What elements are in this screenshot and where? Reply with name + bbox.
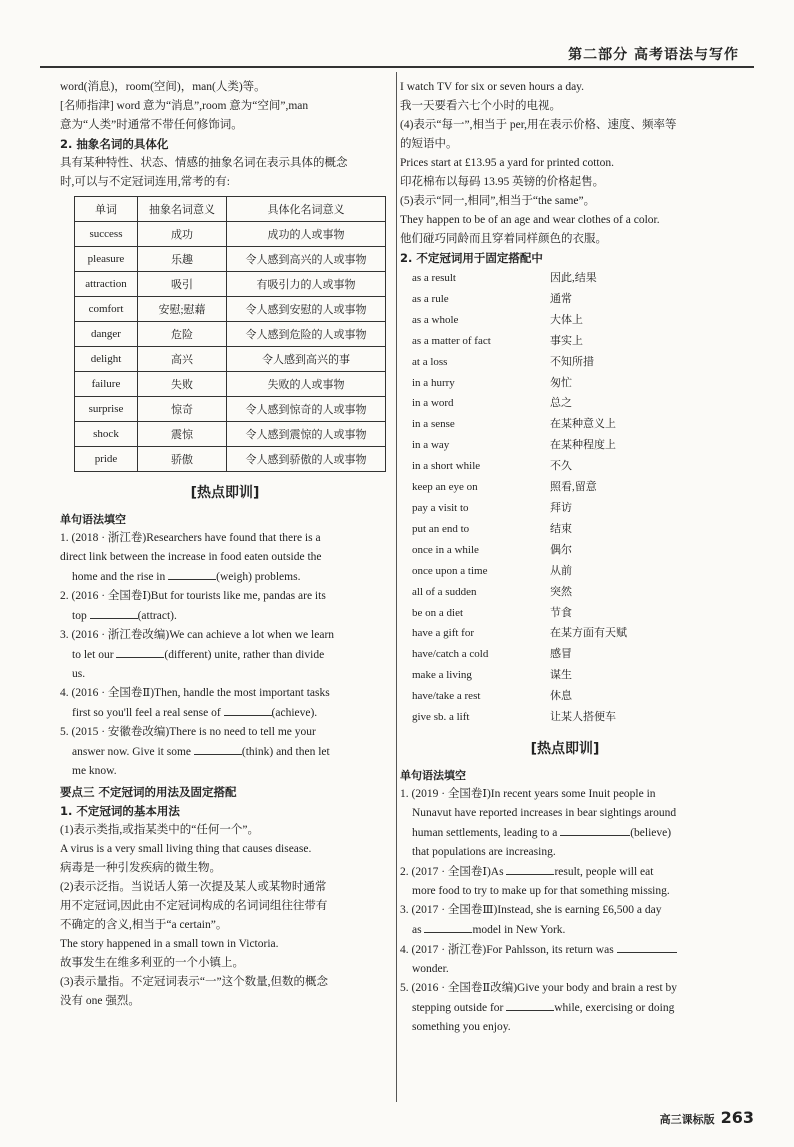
phrase-item [400,310,730,331]
subsection-title: 1. 不定冠词的基本用法 [60,804,180,818]
table-cell: danger [75,322,138,347]
hot-practice-heading: [热点即训] [190,485,260,501]
exercise-line: (achieve). [271,707,318,719]
phrase-item [400,352,730,373]
paragraph-line: 没有 one 强烈。 [60,995,140,1007]
table-cell: 成功 [138,222,227,247]
answer-blank[interactable] [90,606,138,619]
answer-blank[interactable] [424,920,472,933]
table-row [75,297,386,322]
table-cell: 吸引 [138,272,227,297]
exercise-line: (different) unite, rather than divide [164,649,325,661]
phrase-item [400,519,730,540]
subsection-title: 2. 不定冠词用于固定搭配中 [400,251,543,265]
phrase-item [400,268,730,289]
intro-line: word(消息)，room(空间)，man(人类)等。 [60,81,266,93]
table-cell: delight [75,347,138,372]
answer-blank[interactable] [168,567,216,580]
phrase-cn: 在某方面有天赋 [550,627,627,640]
phrase-cn: 照看,留意 [550,481,597,494]
phrase-en: as a matter of fact [412,334,491,347]
example-cn: 印花棉布以每码 13.95 英镑的价格起售。 [400,176,605,188]
exercise-line: model in New York. [472,923,566,936]
answer-blank[interactable] [560,823,630,836]
exercise-line: home and the rise in [72,571,169,583]
exercise-title: 单句语法填空 [400,768,466,782]
exercise-line: 4. (2016 · 全国卷Ⅱ)Then, handle the most important tasks [60,687,330,699]
phrase-cn: 谋生 [550,669,572,682]
vocab-table [74,196,386,472]
header-rule [40,66,754,68]
table-cell: 令人感到高兴的人或事物 [227,247,386,272]
phrase-en: put an end to [412,522,470,535]
phrase-en: in a sense [412,418,455,431]
example-en: They happen to be of an age and wear clothes of a color. [400,214,660,226]
phrase-item [400,582,730,603]
table-cell: 令人感到惊奇的人或事物 [227,397,386,422]
example-cn: 我一天要看六七个小时的电视。 [400,100,561,112]
answer-blank[interactable] [194,742,242,755]
paragraph-line: 不确定的含义,相当于“a certain”。 [60,919,228,931]
exercise-line: more food to try to make up for that something missing. [412,884,670,897]
phrase-cn: 因此,结果 [550,272,597,284]
exercise-item [400,940,730,979]
phrase-en: as a whole [412,313,459,326]
table-header-cell: 单词 [75,197,138,222]
exercise-line: (weigh) problems. [216,571,301,583]
page-header [0,0,794,70]
phrase-item [400,665,730,686]
phrase-item [400,498,730,519]
answer-blank[interactable] [506,998,554,1011]
phrase-item [400,373,730,394]
phrase-en: make a living [412,669,472,682]
table-cell: 骄傲 [138,447,227,472]
key-point-title: 要点三 不定冠词的用法及固定搭配 [60,785,237,799]
phrase-en: as a result [412,272,456,284]
table-row [75,272,386,297]
phrase-item [400,435,730,456]
phrase-item [400,477,730,498]
table-row [75,347,386,372]
tip-line: 意为“人类”时通常不带任何修饰词。 [60,119,243,131]
phrase-item [400,707,730,728]
phrase-item [400,644,730,665]
table-cell: shock [75,422,138,447]
phrase-en: have/catch a cold [412,648,489,661]
exercise-line: me know. [72,765,117,777]
table-cell: 令人感到震惊的人或事物 [227,422,386,447]
exercise-item [400,862,730,901]
phrase-item [400,686,730,707]
table-cell: 震惊 [138,422,227,447]
section-title: 第二部分 高考语法与写作 [568,47,739,63]
exercise-item [400,785,730,862]
phrase-item [400,456,730,477]
phrase-en: keep an eye on [412,481,478,494]
exercise-line: (attract). [137,610,177,622]
table-cell: pleasure [75,247,138,272]
phrase-cn: 总之 [550,397,572,410]
phrase-en: as a rule [412,292,449,305]
exercise-item [60,626,390,684]
right-column [400,78,730,1037]
exercise-line: (believe) [630,826,672,839]
phrase-en: all of a sudden [412,585,477,598]
table-header-cell: 具体化名词意义 [227,197,386,222]
answer-blank[interactable] [506,862,554,875]
exercise-line: 1. (2019 · 全国卷Ⅰ)In recent years some Inuit people in [400,787,656,800]
exercise-line: 5. (2016 · 全国卷Ⅱ改编)Give your body and brain a rest by [400,981,678,994]
phrase-cn: 不知所措 [550,355,594,368]
column-divider [396,72,397,1102]
table-row [75,247,386,272]
exercise-item [60,587,390,626]
phrase-cn: 突然 [550,585,572,598]
example-en: The story happened in a small town in Victoria. [60,938,279,950]
phrase-cn: 在某种意义上 [550,418,616,431]
exercise-line: first so you'll feel a real sense of [72,707,224,719]
table-cell: 成功的人或事物 [227,222,386,247]
exercise-line: to let our [72,649,117,661]
exercise-item [60,684,390,723]
table-header-row [75,197,386,222]
exercise-line: direct link between the increase in food eaten outside the [60,551,322,563]
phrase-cn: 让某人搭便车 [550,711,616,724]
phrase-cn: 事实上 [550,334,583,347]
exercise-line: human settlements, leading to a [412,826,561,839]
exercise-title: 单句语法填空 [60,513,126,526]
table-cell: comfort [75,297,138,322]
table-cell: attraction [75,272,138,297]
hot-practice-heading: [热点即训] [530,740,600,757]
table-row [75,322,386,347]
table-cell: 高兴 [138,347,227,372]
phrase-en: once in a while [412,543,479,556]
exercise-line: 2. (2016 · 全国卷Ⅰ)But for tourists like me, pandas are its [60,590,326,602]
page-number: 263 [720,1108,754,1127]
table-cell: success [75,222,138,247]
exercise-line: 5. (2015 · 安徽卷改编)There is no need to tell me your [60,726,316,738]
example-en: I watch TV for six or seven hours a day. [400,81,585,93]
phrase-en: in a hurry [412,376,455,389]
phrase-en: in a short while [412,460,481,473]
table-cell: 失败 [138,372,227,397]
paragraph-line: 的短语中。 [400,138,458,150]
phrase-cn: 在某种程度上 [550,439,616,452]
phrase-cn: 感冒 [550,648,572,661]
table-cell: 令人感到安慰的人或事物 [227,297,386,322]
answer-blank[interactable] [116,645,164,658]
exercise-line: 3. (2016 · 浙江卷改编)We can achieve a lot when we learn [60,629,335,641]
phrase-cn: 拜访 [550,501,572,514]
phrase-en: have a gift for [412,627,474,640]
phrase-item [400,331,730,352]
exercise-line: wonder. [412,962,449,975]
paragraph-line: 时,可以与不定冠词连用,常考的有: [60,176,230,188]
exercise-line: while, exercising or doing [554,1001,675,1014]
exercise-line: result, people will eat [554,865,654,878]
subsection-title: 2. 抽象名词的具体化 [60,137,169,151]
phrase-en: pay a visit to [412,501,469,514]
table-row [75,397,386,422]
phrase-en: in a word [412,397,454,410]
phrase-cn: 结束 [550,522,572,535]
phrase-cn: 不久 [550,460,572,473]
paragraph-line: (1)表示类指,或指某类中的“任何一个”。 [60,824,259,836]
exercise-line: as [412,923,425,936]
table-cell: 令人感到骄傲的人或事物 [227,447,386,472]
exercise-line: something you enjoy. [412,1020,511,1033]
exercise-line: 3. (2017 · 全国卷Ⅲ)Instead, she is earning £6,500 a day [400,903,662,916]
example-en: Prices start at £13.95 a yard for printed cotton. [400,157,614,169]
phrase-cn: 匆忙 [550,376,572,389]
table-row [75,222,386,247]
example-cn: 故事发生在维多利亚的一个小镇上。 [60,957,244,969]
paragraph-line: (3)表示量指。不定冠词表示“一”这个数量,但数的概念 [60,976,328,988]
exercise-line: top [72,610,90,622]
exercise-item [60,529,390,587]
paragraph-line: (5)表示“同一,相同”,相当于“the same”。 [400,195,596,207]
phrase-list [400,268,730,728]
exercise-line: that populations are increasing. [412,845,556,858]
phrase-item [400,603,730,624]
example-cn: 病毒是一种引发疾病的微生物。 [60,862,221,874]
exercise-item [400,901,730,940]
phrase-en: at a loss [412,355,448,368]
phrase-cn: 偶尔 [550,543,572,556]
table-cell: 惊奇 [138,397,227,422]
exercise-line: stepping outside for [412,1001,507,1014]
exercise-line: answer now. Give it some [72,746,194,758]
table-cell: 令人感到危险的人或事物 [227,322,386,347]
paragraph-line: (4)表示“每一”,相当于 per,用在表示价格、速度、频率等 [400,119,677,131]
table-cell: 失败的人或事物 [227,372,386,397]
table-cell: 危险 [138,322,227,347]
phrase-en: have/take a rest [412,690,481,703]
paragraph-line: (2)表示泛指。当说话人第一次提及某人或某物时通常 [60,881,327,893]
table-row [75,447,386,472]
exercise-line: 1. (2018 · 浙江卷)Researchers have found that there is a [60,532,321,544]
phrase-item [400,414,730,435]
table-cell: surprise [75,397,138,422]
exercise-line: Nunavut have reported increases in bear sightings around [412,806,677,819]
table-row [75,372,386,397]
page-footer [660,1108,754,1127]
example-cn: 他们碰巧同龄而且穿着同样颜色的衣服。 [400,233,607,245]
table-row [75,422,386,447]
phrase-item [400,289,730,310]
phrase-cn: 休息 [550,690,572,703]
phrase-item [400,561,730,582]
table-cell: failure [75,372,138,397]
table-cell: 安慰;慰藉 [138,297,227,322]
exercise-line: 4. (2017 · 浙江卷)For Pahlsson, its return was [400,943,617,956]
answer-blank[interactable] [617,940,677,953]
phrase-item [400,540,730,561]
tip-line: [名师指津] word 意为“消息”,room 意为“空间”,man [60,100,309,112]
table-header-cell: 抽象名词意义 [138,197,227,222]
phrase-item [400,623,730,644]
phrase-cn: 大体上 [550,313,583,326]
table-cell: pride [75,447,138,472]
phrase-cn: 节食 [550,606,572,619]
exercise-item [400,979,730,1037]
table-cell: 乐趣 [138,247,227,272]
answer-blank[interactable] [224,703,272,716]
example-en: A virus is a very small living thing that causes disease. [60,843,312,855]
table-cell: 有吸引力的人或事物 [227,272,386,297]
paragraph-line: 具有某种特性、状态、情感的抽象名词在表示具体的概念 [60,157,348,169]
phrase-cn: 通常 [550,292,572,305]
phrase-en: give sb. a lift [412,711,470,724]
phrase-item [400,393,730,414]
phrase-en: once upon a time [412,564,488,577]
table-cell: 令人感到高兴的事 [227,347,386,372]
exercise-item [60,723,390,781]
phrase-en: be on a diet [412,606,464,619]
exercise-line: (think) and then let [241,746,330,758]
exercise-line: 2. (2017 · 全国卷Ⅰ)As [400,865,507,878]
edition-label: 高三课标版 [659,1113,715,1126]
exercise-line: us. [72,668,86,680]
left-column [60,78,390,1011]
phrase-en: in a way [412,439,450,452]
paragraph-line: 用不定冠词,因此由不定冠词构成的名词词组往往带有 [60,900,328,912]
phrase-cn: 从前 [550,564,572,577]
